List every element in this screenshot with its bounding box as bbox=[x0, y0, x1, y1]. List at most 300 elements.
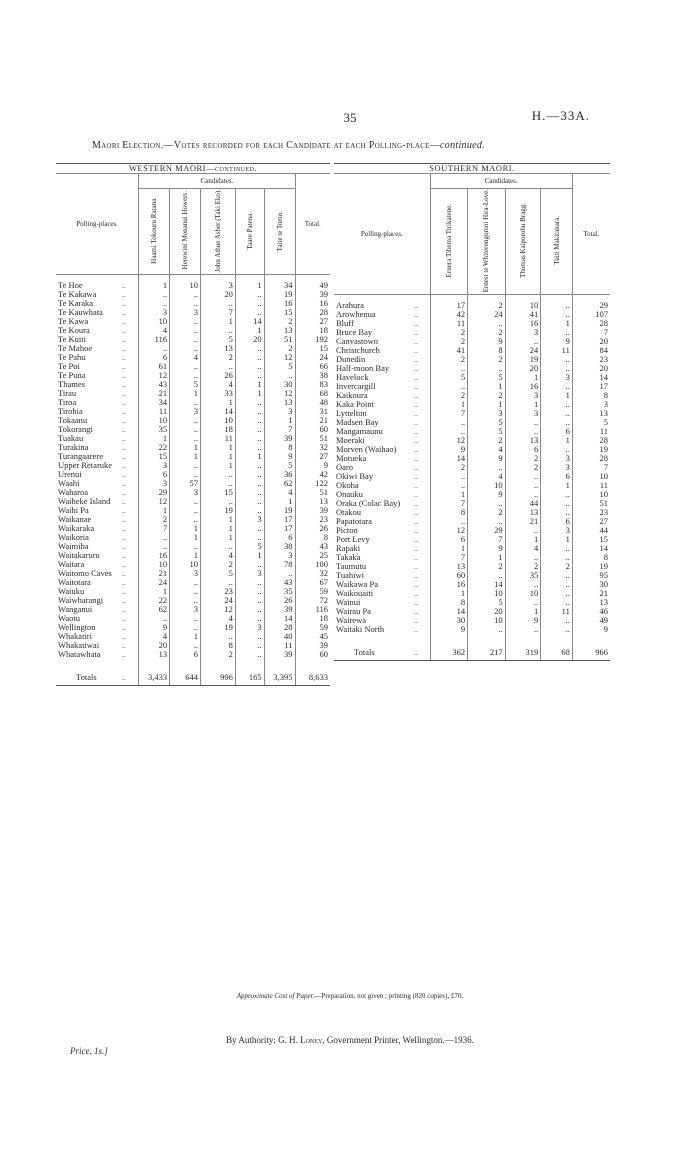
leader-dots: .. bbox=[121, 316, 126, 327]
vote-count: .. bbox=[200, 542, 235, 551]
vote-count: 4 bbox=[468, 445, 506, 454]
vote-count: .. bbox=[170, 425, 201, 434]
vote-count: 8 bbox=[200, 641, 235, 650]
vote-count: 14 bbox=[430, 607, 468, 616]
vote-count: 1 bbox=[235, 551, 264, 560]
vote-count: .. bbox=[468, 463, 506, 472]
vote-count: .. bbox=[170, 542, 201, 551]
vote-count: 30 bbox=[430, 616, 468, 625]
vote-count: .. bbox=[541, 445, 573, 454]
vote-count: 4 bbox=[505, 544, 541, 553]
leader-dots: .. bbox=[121, 595, 126, 606]
vote-count: 1 bbox=[170, 551, 201, 560]
polling-place: Bluff bbox=[336, 318, 354, 329]
leader-dots: .. bbox=[413, 561, 419, 572]
leader-dots: .. bbox=[121, 568, 126, 579]
vote-count: .. bbox=[468, 625, 506, 634]
leader-dots: .. bbox=[121, 343, 126, 354]
vote-count: .. bbox=[468, 319, 506, 328]
vote-count: 2 bbox=[430, 337, 468, 346]
vote-count: 1 bbox=[541, 481, 573, 490]
leader-dots: .. bbox=[121, 550, 126, 561]
row-total: 32 bbox=[295, 443, 330, 452]
row-total: 49 bbox=[295, 275, 330, 291]
leader-dots: .. bbox=[413, 444, 419, 455]
vote-count: 2 bbox=[468, 295, 506, 311]
vote-count: 43 bbox=[139, 380, 170, 389]
vote-count: 14 bbox=[200, 407, 235, 416]
leader-dots: .. bbox=[413, 516, 419, 527]
cost-note-text: —Preparation, not given ; printing (820 copies), £70. bbox=[314, 992, 464, 1000]
leader-dots: .. bbox=[413, 579, 419, 590]
row-total: 48 bbox=[295, 398, 330, 407]
vote-count: 12 bbox=[430, 436, 468, 445]
printer-authority bbox=[0, 1035, 700, 1045]
vote-count: 44 bbox=[505, 499, 541, 508]
vote-count: 8 bbox=[468, 346, 506, 355]
row-total: 18 bbox=[295, 614, 330, 623]
polling-place: Papatotara bbox=[336, 516, 372, 527]
vote-count: 23 bbox=[200, 587, 235, 596]
vote-count: 19 bbox=[264, 506, 295, 515]
polling-place: Waikoria bbox=[58, 532, 89, 543]
vote-count: 62 bbox=[264, 479, 295, 488]
polling-place: Waiwharangi bbox=[58, 595, 104, 606]
vote-count: .. bbox=[200, 326, 235, 335]
leader-dots: .. bbox=[413, 336, 419, 347]
vote-count: 5 bbox=[468, 427, 506, 436]
vote-count: 16 bbox=[139, 551, 170, 560]
row-total: 38 bbox=[295, 371, 330, 380]
polling-place: Kaka Point bbox=[336, 399, 375, 410]
leader-dots: .. bbox=[121, 442, 126, 453]
candidate-name: Tuiti Makitanara. bbox=[552, 216, 561, 266]
leader-dots: .. bbox=[413, 570, 419, 581]
polling-place: Turangaarere bbox=[58, 451, 103, 462]
vote-count: 2 bbox=[468, 562, 506, 571]
vote-count: 1 bbox=[505, 400, 541, 409]
leader-dots: .. bbox=[121, 433, 126, 444]
candidate-name: Ernest te Whiterongomoi Hira-Love. bbox=[482, 189, 491, 293]
polling-place: Invercargill bbox=[336, 381, 376, 392]
vote-count: 6 bbox=[139, 353, 170, 362]
vote-count: .. bbox=[505, 553, 541, 562]
vote-count: 10 bbox=[139, 317, 170, 326]
row-total: 8 bbox=[572, 553, 610, 562]
vote-count: .. bbox=[505, 481, 541, 490]
vote-count: .. bbox=[235, 371, 264, 380]
vote-count: 8 bbox=[430, 508, 468, 517]
vote-count: 20 bbox=[505, 364, 541, 373]
vote-count: 5 bbox=[430, 373, 468, 382]
polling-place: Takaka bbox=[336, 552, 361, 563]
polling-place: Okiwi Bay bbox=[336, 471, 374, 482]
vote-count: 2 bbox=[505, 463, 541, 472]
vote-count: .. bbox=[235, 461, 264, 470]
vote-count: 10 bbox=[170, 275, 201, 291]
leader-dots: .. bbox=[121, 649, 126, 660]
polling-place: Te Kauwhata bbox=[58, 307, 103, 318]
vote-count: 14 bbox=[264, 614, 295, 623]
polling-place: Tokorangi bbox=[58, 424, 93, 435]
row-total: 49 bbox=[572, 616, 610, 625]
grand-total: 966 bbox=[572, 644, 610, 661]
row-total: 23 bbox=[572, 355, 610, 364]
leader-dots: .. bbox=[413, 363, 419, 374]
vote-count: 5 bbox=[468, 598, 506, 607]
polling-place: Wairewa bbox=[336, 615, 366, 626]
vote-count: 20 bbox=[200, 290, 235, 299]
row-total: 32 bbox=[295, 569, 330, 578]
vote-count: 13 bbox=[505, 436, 541, 445]
vote-count: 17 bbox=[264, 524, 295, 533]
leader-dots: .. bbox=[121, 406, 126, 417]
leader-dots: .. bbox=[413, 435, 419, 446]
row-total: 31 bbox=[295, 407, 330, 416]
vote-count: 7 bbox=[200, 308, 235, 317]
leader-dots: .. bbox=[413, 507, 419, 518]
leader-dots: .. bbox=[413, 525, 419, 536]
vote-count: .. bbox=[170, 344, 201, 353]
vote-count: .. bbox=[235, 290, 264, 299]
row-total: 8 bbox=[572, 391, 610, 400]
polling-place: Waitakaruru bbox=[58, 550, 100, 561]
vote-count: 5 bbox=[200, 335, 235, 344]
vote-count: .. bbox=[235, 605, 264, 614]
row-total: 51 bbox=[295, 434, 330, 443]
vote-count: .. bbox=[170, 470, 201, 479]
row-total: 72 bbox=[295, 596, 330, 605]
vote-count: 6 bbox=[139, 470, 170, 479]
row-total: 3 bbox=[572, 400, 610, 409]
vote-count: .. bbox=[505, 337, 541, 346]
vote-count: 1 bbox=[235, 275, 264, 291]
polling-place: Oaro bbox=[336, 462, 353, 473]
vote-count: .. bbox=[235, 443, 264, 452]
vote-count: 5 bbox=[264, 461, 295, 470]
vote-count: .. bbox=[541, 310, 573, 319]
candidates-header: Candidates. bbox=[139, 174, 295, 189]
vote-count: 9 bbox=[468, 337, 506, 346]
leader-dots: .. bbox=[121, 541, 126, 552]
region-title: WESTERN MAORI—continued. bbox=[56, 164, 330, 174]
total-votes: 644 bbox=[170, 669, 201, 686]
vote-count: 19 bbox=[505, 355, 541, 364]
vote-count: 9 bbox=[541, 337, 573, 346]
vote-count: 41 bbox=[505, 310, 541, 319]
row-total: 21 bbox=[295, 416, 330, 425]
vote-count: .. bbox=[170, 461, 201, 470]
vote-count: .. bbox=[235, 587, 264, 596]
leader-dots: .. bbox=[413, 489, 419, 500]
polling-place: Whatawhata bbox=[58, 649, 101, 660]
vote-count: .. bbox=[468, 364, 506, 373]
candidates-header: Candidates. bbox=[430, 174, 572, 189]
totals-label: Totals bbox=[334, 644, 412, 661]
vote-count: .. bbox=[505, 427, 541, 436]
vote-count: 20 bbox=[139, 641, 170, 650]
vote-count: 4 bbox=[139, 632, 170, 641]
vote-count: .. bbox=[505, 598, 541, 607]
vote-count: .. bbox=[170, 362, 201, 371]
vote-count: 13 bbox=[264, 326, 295, 335]
vote-count: 9 bbox=[430, 445, 468, 454]
vote-count: 1 bbox=[139, 275, 170, 291]
vote-count: 3 bbox=[139, 461, 170, 470]
vote-count: 2 bbox=[200, 560, 235, 569]
vote-count: 11 bbox=[541, 607, 573, 616]
vote-count: .. bbox=[139, 542, 170, 551]
vote-count: 10 bbox=[200, 416, 235, 425]
candidate-name: Herewini Monanui Howers. bbox=[181, 191, 190, 270]
polling-place: Tirau bbox=[58, 388, 77, 399]
vote-count: 22 bbox=[139, 443, 170, 452]
row-total: 13 bbox=[572, 598, 610, 607]
vote-count: 1 bbox=[200, 452, 235, 461]
vote-count: 3 bbox=[139, 479, 170, 488]
leader-dots: .. bbox=[413, 399, 419, 410]
heading-text: Maori Election.—Votes recorded for each Candidate at each Polling-place— bbox=[92, 140, 441, 151]
row-total: 21 bbox=[572, 589, 610, 598]
page-heading bbox=[92, 140, 485, 151]
vote-count: .. bbox=[235, 524, 264, 533]
row-total: 8 bbox=[295, 533, 330, 542]
vote-count: 13 bbox=[430, 562, 468, 571]
leader-dots: .. bbox=[121, 577, 126, 588]
vote-count: .. bbox=[430, 481, 468, 490]
vote-count: 1 bbox=[468, 382, 506, 391]
polling-place: Waitaki North bbox=[336, 624, 385, 635]
vote-count: 15 bbox=[264, 308, 295, 317]
vote-count: .. bbox=[200, 578, 235, 587]
vote-count: 35 bbox=[139, 425, 170, 434]
vote-count: 1 bbox=[200, 533, 235, 542]
row-total: 14 bbox=[572, 544, 610, 553]
vote-count: .. bbox=[235, 416, 264, 425]
cost-note-title: Approximate Cost of Paper. bbox=[236, 992, 315, 1000]
leader-dots: .. bbox=[121, 361, 126, 372]
vote-count: 17 bbox=[264, 515, 295, 524]
polling-place: Mangamaunu bbox=[336, 426, 383, 437]
leader-dots: .. bbox=[121, 469, 126, 480]
polling-place: Morven (Waihao) bbox=[336, 444, 397, 455]
vote-count: 10 bbox=[468, 481, 506, 490]
vote-count: .. bbox=[170, 299, 201, 308]
polling-place: Te Karaka bbox=[58, 298, 94, 309]
vote-count: 1 bbox=[170, 533, 201, 542]
vote-count: 39 bbox=[264, 605, 295, 614]
vote-count: .. bbox=[541, 355, 573, 364]
row-total: 59 bbox=[295, 587, 330, 596]
vote-count: 26 bbox=[200, 371, 235, 380]
vote-count: .. bbox=[235, 488, 264, 497]
leader-dots: .. bbox=[121, 352, 126, 363]
vote-count: 1 bbox=[170, 632, 201, 641]
polling-place: Thames bbox=[58, 379, 85, 390]
leader-dots: .. bbox=[121, 622, 126, 633]
vote-count: 11 bbox=[200, 434, 235, 443]
vote-count: .. bbox=[541, 571, 573, 580]
vote-count: 1 bbox=[139, 506, 170, 515]
vote-count: 2 bbox=[468, 436, 506, 445]
leader-dots: .. bbox=[121, 496, 126, 507]
vote-count: 5 bbox=[468, 373, 506, 382]
vote-count: 34 bbox=[264, 275, 295, 291]
leader-dots: .. bbox=[413, 309, 419, 320]
row-total: 7 bbox=[572, 463, 610, 472]
vote-count: 6 bbox=[541, 427, 573, 436]
vote-count: .. bbox=[264, 569, 295, 578]
vote-count: 2 bbox=[430, 391, 468, 400]
vote-count: 3 bbox=[170, 308, 201, 317]
leader-dots: .. bbox=[121, 451, 126, 462]
leader-dots: .. bbox=[413, 606, 419, 617]
page-number: 35 bbox=[343, 110, 357, 125]
vote-count: 3 bbox=[235, 569, 264, 578]
row-total: 67 bbox=[295, 578, 330, 587]
vote-count: 14 bbox=[430, 454, 468, 463]
leader-dots: .. bbox=[413, 480, 419, 491]
vote-count: .. bbox=[235, 407, 264, 416]
vote-count: 2 bbox=[430, 463, 468, 472]
polling-place: Te Mahoe bbox=[58, 343, 93, 354]
polling-place: Otakou bbox=[336, 507, 362, 518]
vote-count: 3 bbox=[264, 551, 295, 560]
vote-count: .. bbox=[170, 371, 201, 380]
table-row bbox=[56, 650, 330, 659]
total-votes: 3,395 bbox=[264, 669, 295, 686]
vote-count: 1 bbox=[541, 319, 573, 328]
row-total: 7 bbox=[572, 328, 610, 337]
leader-dots: .. bbox=[413, 462, 419, 473]
vote-count: 24 bbox=[200, 596, 235, 605]
row-total: 42 bbox=[295, 470, 330, 479]
vote-count: .. bbox=[170, 587, 201, 596]
vote-count: 19 bbox=[264, 290, 295, 299]
vote-count: 8 bbox=[264, 443, 295, 452]
row-total: 51 bbox=[295, 488, 330, 497]
vote-count: .. bbox=[235, 425, 264, 434]
leader-dots: .. bbox=[413, 597, 419, 608]
vote-count: .. bbox=[541, 499, 573, 508]
vote-count: .. bbox=[235, 641, 264, 650]
polling-place: Turakina bbox=[58, 442, 89, 453]
leader-dots: .. bbox=[413, 318, 419, 329]
vote-count: .. bbox=[235, 308, 264, 317]
vote-count: .. bbox=[235, 434, 264, 443]
polling-place: Te Hoe bbox=[58, 280, 83, 291]
printer-name: G. H. Loney bbox=[278, 1035, 323, 1045]
vote-count: .. bbox=[430, 382, 468, 391]
vote-count: 3 bbox=[200, 275, 235, 291]
candidate-name: Thomas Kaiporohu Bragg. bbox=[518, 203, 527, 279]
row-total: 28 bbox=[295, 308, 330, 317]
vote-count: 13 bbox=[200, 344, 235, 353]
vote-count: .. bbox=[170, 326, 201, 335]
vote-count: 30 bbox=[264, 380, 295, 389]
polling-place: Dunedin bbox=[336, 354, 366, 365]
vote-count: 1 bbox=[235, 389, 264, 398]
vote-count: 9 bbox=[468, 544, 506, 553]
polling-place: Te Pahu bbox=[58, 352, 86, 363]
vote-count: 13 bbox=[264, 398, 295, 407]
vote-count: 1 bbox=[139, 434, 170, 443]
vote-count: 2 bbox=[468, 355, 506, 364]
leader-dots: .. bbox=[121, 325, 126, 336]
row-total: 60 bbox=[295, 425, 330, 434]
row-total: 116 bbox=[295, 605, 330, 614]
polling-place: Tirohia bbox=[58, 406, 83, 417]
row-total: 14 bbox=[572, 373, 610, 382]
total-votes: 165 bbox=[235, 669, 264, 686]
cost-note bbox=[0, 992, 700, 1000]
vote-count: 1 bbox=[505, 607, 541, 616]
leader-dots: .. bbox=[412, 644, 430, 661]
vote-count: 36 bbox=[264, 470, 295, 479]
vote-count: 2 bbox=[468, 508, 506, 517]
total-votes: 217 bbox=[468, 644, 506, 661]
polling-place: Te Poi bbox=[58, 361, 80, 372]
vote-count: 2 bbox=[200, 353, 235, 362]
leader-dots: .. bbox=[413, 471, 419, 482]
leader-dots: .. bbox=[121, 415, 126, 426]
vote-count: 3 bbox=[139, 308, 170, 317]
row-total: 45 bbox=[295, 632, 330, 641]
polling-place: Waitotara bbox=[58, 577, 91, 588]
vote-count: .. bbox=[200, 479, 235, 488]
vote-count: 21 bbox=[505, 517, 541, 526]
vote-count: 7 bbox=[468, 535, 506, 544]
vote-count: 19 bbox=[200, 506, 235, 515]
western-maori-table bbox=[56, 163, 330, 686]
polling-place: Te Kakawa bbox=[58, 289, 97, 300]
vote-count: 7 bbox=[139, 524, 170, 533]
vote-count: 2 bbox=[139, 515, 170, 524]
row-total: 51 bbox=[572, 499, 610, 508]
vote-count: 1 bbox=[541, 535, 573, 544]
vote-count: .. bbox=[541, 400, 573, 409]
vote-count: 11 bbox=[264, 641, 295, 650]
vote-count: 9 bbox=[430, 625, 468, 634]
vote-count: 4 bbox=[468, 472, 506, 481]
vote-count: .. bbox=[235, 560, 264, 569]
vote-count: .. bbox=[170, 506, 201, 515]
row-total: 28 bbox=[572, 436, 610, 445]
vote-count: .. bbox=[430, 517, 468, 526]
vote-count: 7 bbox=[430, 409, 468, 418]
vote-count: 3 bbox=[505, 391, 541, 400]
row-total: 39 bbox=[295, 641, 330, 650]
vote-count: 9 bbox=[264, 452, 295, 461]
vote-count: 14 bbox=[235, 317, 264, 326]
vote-count: .. bbox=[235, 299, 264, 308]
vote-count: 5 bbox=[468, 418, 506, 427]
vote-count: .. bbox=[200, 497, 235, 506]
vote-count: 3 bbox=[264, 407, 295, 416]
polling-place: Waahi bbox=[58, 478, 80, 489]
vote-count: 1 bbox=[468, 400, 506, 409]
leader-dots: .. bbox=[413, 552, 419, 563]
polling-place: Waiuku bbox=[58, 586, 85, 597]
vote-count: 1 bbox=[200, 443, 235, 452]
row-total: 39 bbox=[295, 506, 330, 515]
candidate-name: Haami Tokouru Ratana. bbox=[150, 197, 159, 265]
polling-place: Waotu bbox=[58, 613, 80, 624]
vote-count: 1 bbox=[541, 391, 573, 400]
vote-count: 3 bbox=[170, 488, 201, 497]
leader-dots: .. bbox=[413, 588, 419, 599]
row-total: 107 bbox=[572, 310, 610, 319]
